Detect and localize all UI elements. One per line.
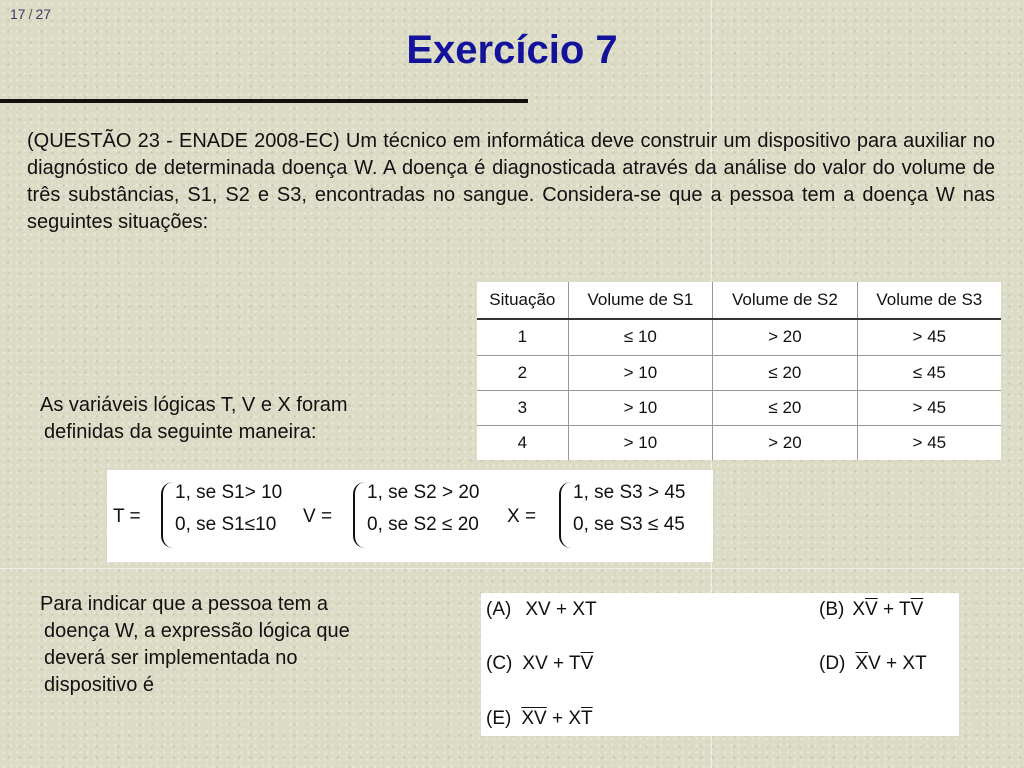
- background-divider-horizontal: [0, 568, 1024, 569]
- question-line-1: Para indicar que a pessoa tem a: [40, 593, 328, 615]
- brace-icon: [559, 482, 571, 548]
- definition-lhs: V =: [303, 506, 333, 527]
- question-line-4: dispositivo é: [44, 674, 155, 696]
- option-d[interactable]: [819, 653, 927, 675]
- option-letter: (B): [819, 599, 845, 620]
- table-row: [477, 355, 1001, 390]
- option-letter: (E): [486, 708, 512, 729]
- table-cell: ≤ 20: [713, 390, 858, 425]
- table-cell: > 45: [912, 327, 947, 347]
- option-expr-negated: $\overline{V}$: [534, 708, 547, 729]
- table-cell: > 20: [713, 319, 858, 355]
- slide-counter: [10, 6, 51, 22]
- definition-case-false: 0, se S1≤10: [175, 514, 277, 535]
- definition-case-true: 1, se S1> 10: [175, 482, 283, 503]
- table-cell: ≤ 20: [713, 355, 858, 390]
- brace-icon: [161, 482, 173, 548]
- table-cell: ≤ 45: [857, 355, 1001, 390]
- table-cell: > 10: [568, 355, 713, 390]
- option-c[interactable]: [486, 653, 593, 675]
- variables-description: [40, 392, 460, 446]
- variables-line-2: definidas da seguinte maneira:: [44, 421, 317, 443]
- table-header: Volume de S2: [713, 282, 858, 319]
- slide-separator: /: [28, 6, 33, 22]
- option-expr-part: + X: [546, 708, 582, 729]
- slide-current: 17: [10, 6, 26, 22]
- brace-icon: [353, 482, 365, 548]
- table-row: [477, 426, 1001, 460]
- definition-case-true: 1, se S3 > 45: [573, 482, 686, 503]
- slide-total: 27: [35, 6, 52, 22]
- definition-v: [303, 480, 503, 552]
- table-cell: > 10: [568, 426, 713, 460]
- table-cell: 2: [477, 355, 568, 390]
- definition-case-true: 1, se S2 > 20: [367, 482, 480, 503]
- table-cell: ≤ 10: [568, 319, 713, 355]
- definition-case-false: 0, se S2 ≤ 20: [367, 514, 479, 535]
- question-line-3: deverá ser implementada no: [44, 647, 298, 669]
- table-header: Volume de S3: [857, 282, 1001, 319]
- definition-case-false: 0, se S3 ≤ 45: [573, 514, 685, 535]
- option-expr-part: XV + T: [522, 653, 581, 674]
- table-cell: > 10: [568, 390, 713, 425]
- option-expr-negated: $\overline{V}$: [580, 653, 594, 674]
- option-expr-negated: $\overline{X}$: [855, 653, 869, 674]
- option-expression: XV + XT: [525, 599, 597, 620]
- title-underline: [0, 99, 528, 103]
- variables-line-1: As variáveis lógicas T, V e X foram: [40, 394, 348, 416]
- question-prompt: [40, 591, 460, 699]
- table-cell: > 20: [713, 426, 858, 460]
- option-e[interactable]: [486, 708, 593, 730]
- definition-x: [507, 480, 707, 552]
- option-expr-negated: $\overline{X}$: [521, 708, 535, 729]
- option-expr-part: + T: [877, 599, 911, 620]
- table-cell: 1: [477, 319, 568, 355]
- variable-definitions-panel: [107, 470, 713, 562]
- slide-title: Exercício 7: [406, 28, 618, 72]
- question-line-2: doença W, a expressão lógica que: [44, 620, 350, 642]
- table-row: [477, 319, 1001, 355]
- intro-paragraph: (QUESTÃO 23 - ENADE 2008-EC) Um técnico em informática deve construir um dispositivo para auxiliar no diagnóstico de determinada doença W. A doença é diagnosticada através da análise do valor do volume de três substâncias, S1, S2 e S3, encontradas no sangue. Considera-se que a pessoa tem a doença W nas seguintes situações:: [27, 130, 995, 233]
- option-expr-negated: $\overline{V}$: [865, 599, 878, 620]
- option-letter: (D): [819, 653, 846, 674]
- table-cell: > 45: [857, 390, 1001, 425]
- option-expr-part: X: [852, 599, 866, 620]
- table-cell: > 45: [857, 426, 1001, 460]
- definition-lhs: X =: [507, 506, 537, 527]
- table-header: Situação: [477, 282, 568, 319]
- option-expr-negated: $\overline{T}$: [581, 708, 593, 729]
- situation-table-panel: [477, 282, 1001, 460]
- option-b[interactable]: [819, 599, 923, 621]
- option-a[interactable]: [486, 599, 597, 621]
- option-letter: (A): [486, 599, 512, 620]
- table-cell: 3: [477, 390, 568, 425]
- option-letter: (C): [486, 653, 513, 674]
- definition-t: [113, 480, 303, 552]
- table-header: Volume de S1: [568, 282, 713, 319]
- definition-lhs: T =: [113, 506, 141, 527]
- table-row: [477, 390, 1001, 425]
- option-expr-part: V + XT: [868, 653, 927, 674]
- situation-table: [477, 282, 1001, 460]
- table-header-row: [477, 282, 1001, 319]
- table-cell: 4: [477, 426, 568, 460]
- option-expr-negated: $\overline{V}$: [910, 599, 924, 620]
- answer-options-panel: [481, 593, 959, 736]
